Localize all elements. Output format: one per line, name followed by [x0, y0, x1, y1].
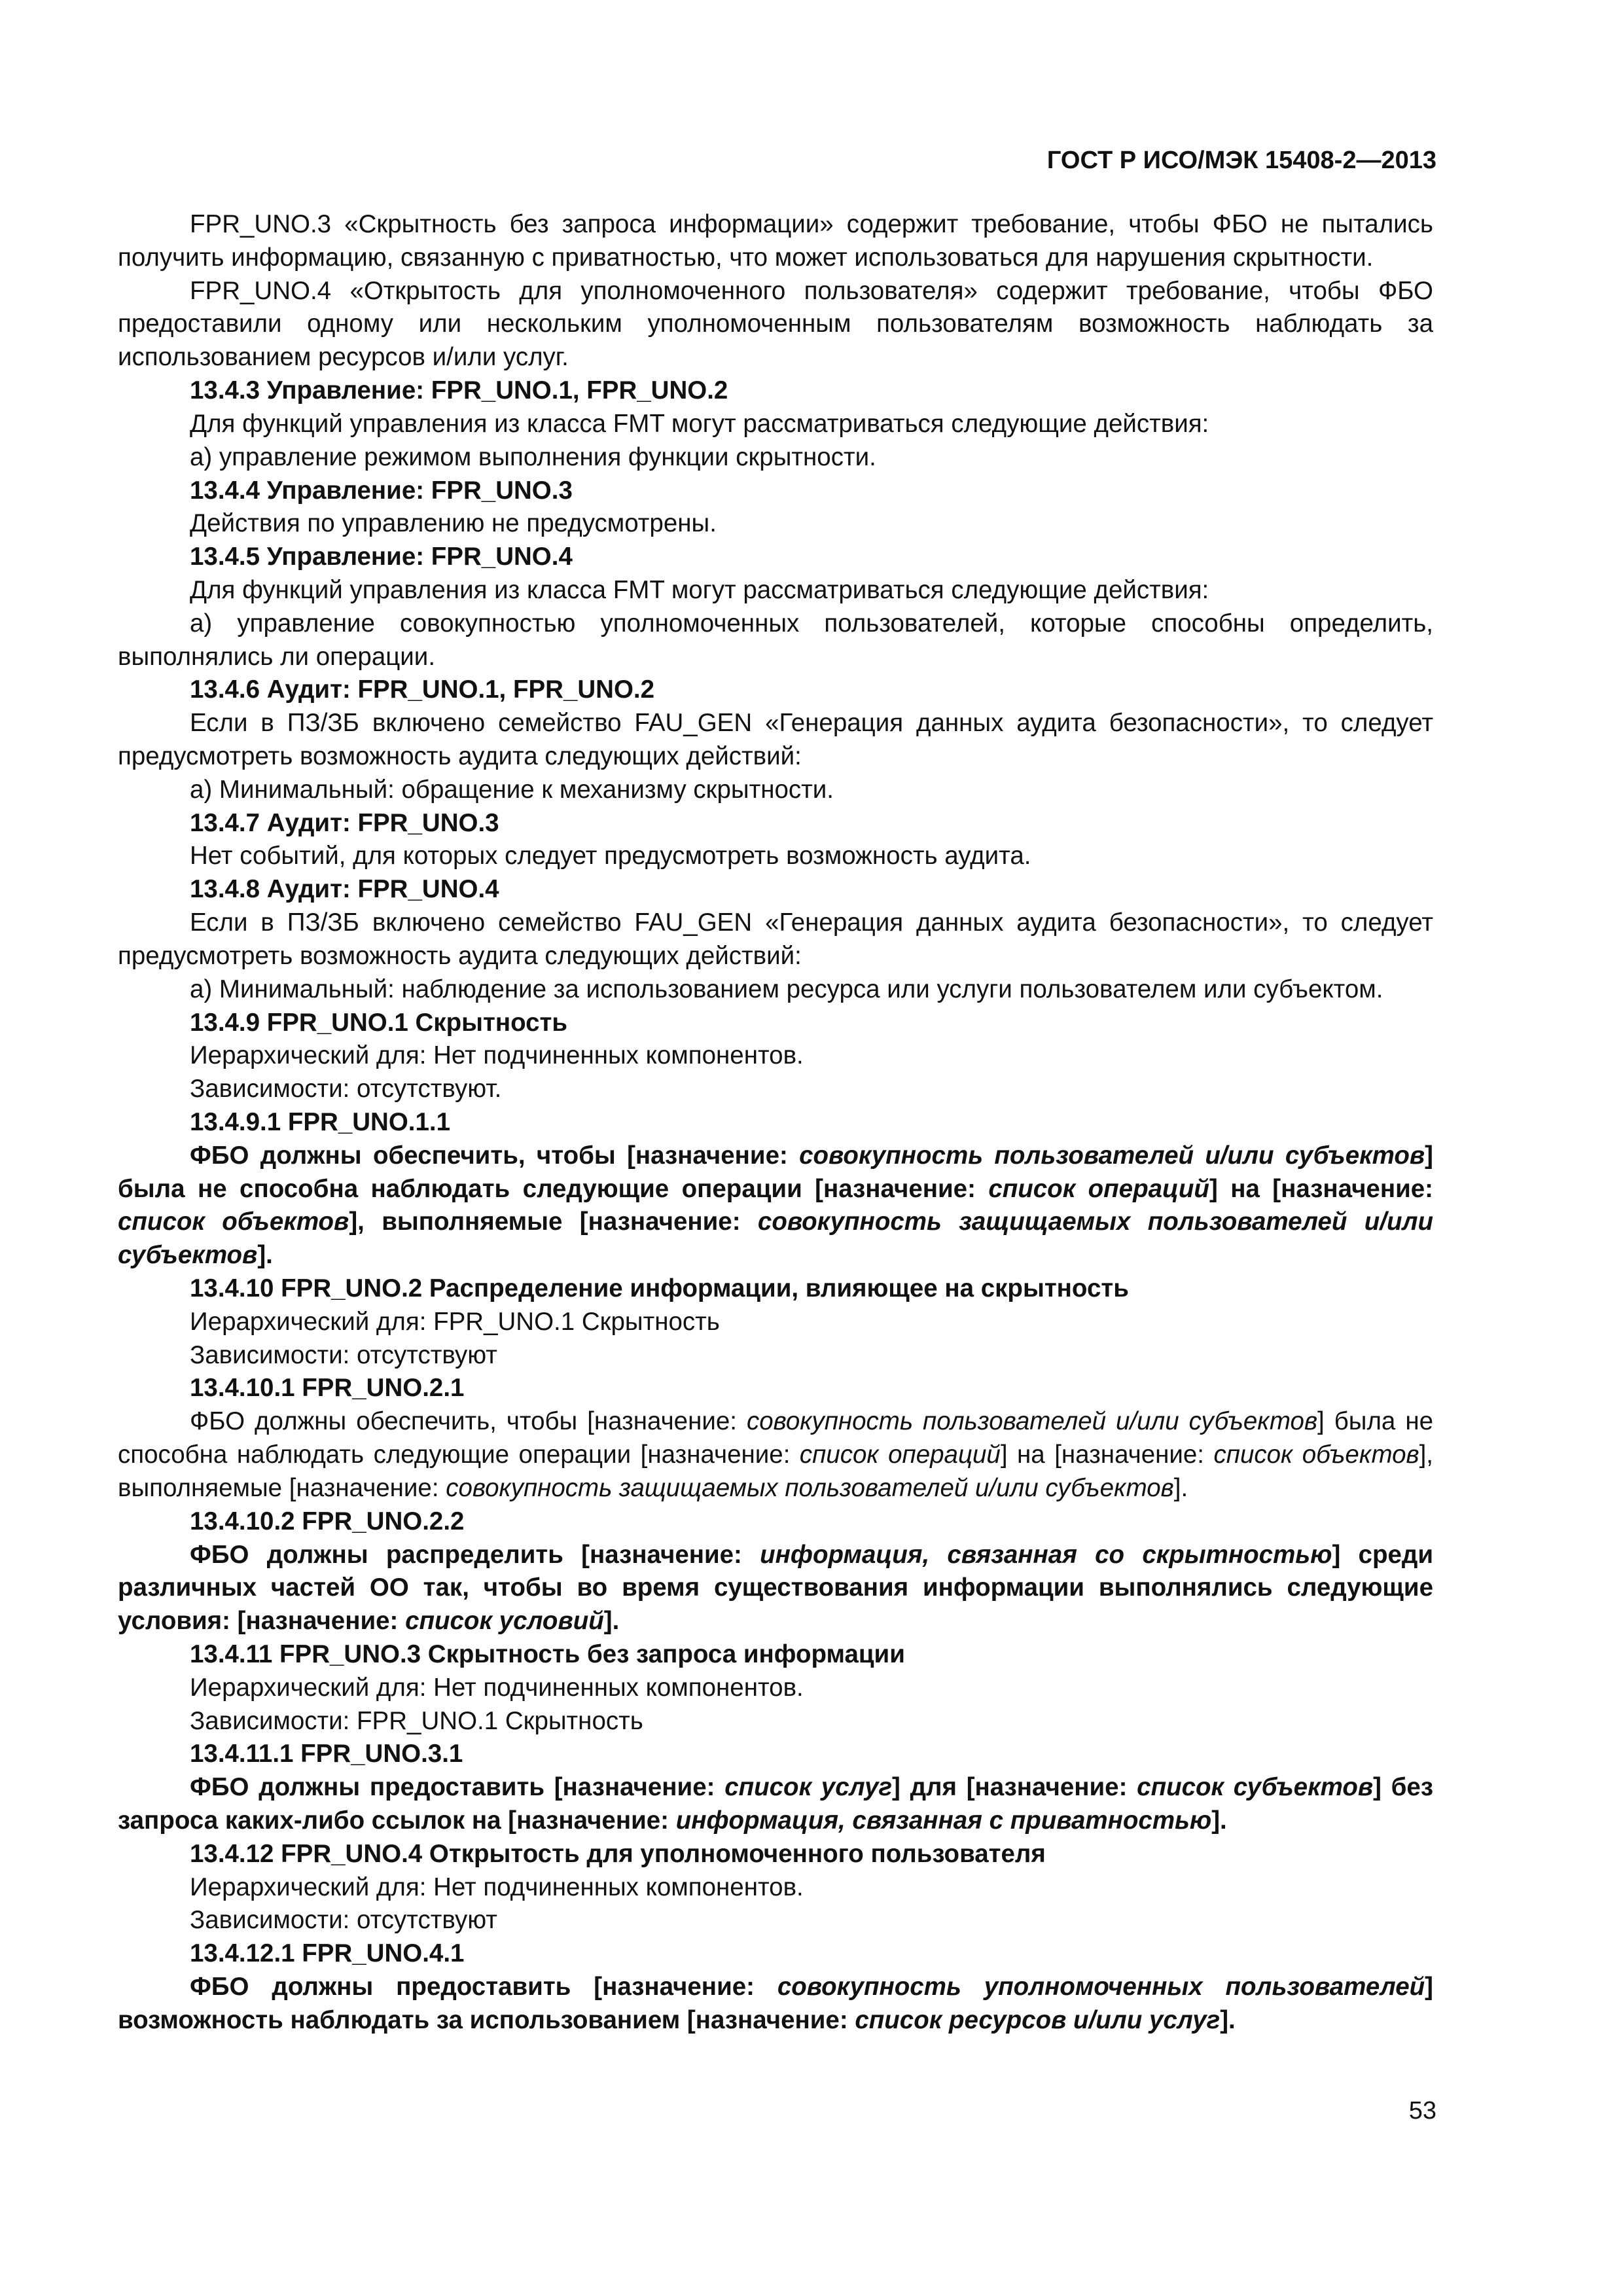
italic-run: совокупность пользователей и/или субъектов: [746, 1407, 1318, 1436]
text-run: ФБО должны обеспечить, чтобы [назначение:: [190, 1407, 747, 1436]
paragraph: [118, 1539, 1433, 1638]
italic-run: список объектов: [118, 1208, 349, 1236]
text-run: 13.4.9.1 FPR_UNO.1.1: [190, 1107, 451, 1136]
italic-run: список условий: [405, 1607, 604, 1636]
paragraph: [118, 1672, 1433, 1705]
text-run: 13.4.5 Управление: FPR_UNO.4: [190, 543, 573, 571]
section-heading: [118, 1007, 1433, 1040]
text-run: Зависимости: FPR_UNO.1 Скрытность: [190, 1706, 643, 1735]
text-run: ] без запроса каких-либо ссылок на [назначение:: [118, 1773, 1433, 1835]
paragraph: [118, 1039, 1433, 1073]
paragraph: [118, 973, 1433, 1007]
italic-run: список объектов: [1213, 1441, 1419, 1469]
text-run: ].: [257, 1241, 273, 1270]
paragraph: [118, 707, 1433, 774]
text-run: ] была не способна наблюдать следующие операции [назначение:: [118, 1141, 1433, 1203]
text-run: Если в ПЗ/ЗБ включено семейство FAU_GEN «Генерация данных аудита безопасности», то следует предусмотреть возможность аудита следующих действий:: [118, 709, 1433, 770]
text-run: ].: [603, 1607, 620, 1636]
text-run: Нет событий, для которых следует предусмотреть возможность аудита.: [190, 842, 1031, 870]
text-run: ФБО должны обеспечить, чтобы [назначение:: [190, 1141, 800, 1170]
paragraph: [118, 1339, 1433, 1372]
italic-run: информация, связанная со скрытностью: [760, 1540, 1332, 1569]
section-heading: [118, 1937, 1433, 1971]
document-body: [118, 208, 1433, 2037]
text-run: а) управление совокупностью уполномоченных пользователей, которые способны определить, выполнялись ли операции.: [118, 609, 1433, 671]
section-heading: [118, 1272, 1433, 1306]
paragraph: [118, 1073, 1433, 1106]
italic-run: совокупность уполномоченных пользователей: [777, 1973, 1425, 2001]
paragraph: [118, 1971, 1433, 2037]
paragraph: [118, 1306, 1433, 1339]
italic-run: список ресурсов и/или услуг: [855, 2005, 1221, 2034]
text-run: ФБО должны предоставить [назначение:: [190, 1973, 777, 2001]
text-run: Иерархический для: Нет подчиненных компонентов.: [190, 1041, 804, 1070]
text-run: ], выполняемые [назначение:: [118, 1441, 1433, 1502]
paragraph: [118, 840, 1433, 873]
text-run: 13.4.10.1 FPR_UNO.2.1: [190, 1374, 465, 1403]
paragraph: [118, 1904, 1433, 1937]
text-run: а) Минимальный: наблюдение за использованием ресурса или услуги пользователем или субъектом.: [190, 975, 1383, 1003]
italic-run: список операций: [799, 1441, 1001, 1469]
paragraph: [118, 774, 1433, 807]
text-run: ] на [назначение:: [1000, 1441, 1214, 1469]
section-heading: [118, 807, 1433, 840]
italic-run: список субъектов: [1137, 1773, 1374, 1802]
italic-run: совокупность защищаемых пользователей и/или субъектов: [118, 1208, 1433, 1270]
text-run: Иерархический для: FPR_UNO.1 Скрытность: [190, 1307, 720, 1336]
document-header: ГОСТ Р ИСО/МЭК 15408-2—2013: [1046, 147, 1436, 174]
text-run: ].: [1173, 1473, 1188, 1502]
text-run: 13.4.4 Управление: FPR_UNO.3: [190, 476, 573, 505]
paragraph: [118, 441, 1433, 475]
italic-run: совокупность пользователей и/или субъектов: [799, 1141, 1425, 1170]
section-heading: [118, 1838, 1433, 1871]
italic-run: список услуг: [724, 1773, 893, 1802]
paragraph: [118, 607, 1433, 674]
section-heading: [118, 873, 1433, 906]
paragraph: [118, 906, 1433, 973]
paragraph: [118, 1771, 1433, 1838]
paragraph: [118, 574, 1433, 607]
text-run: 13.4.10 FPR_UNO.2 Распределение информации, влияющее на скрытность: [190, 1274, 1129, 1302]
text-run: ], выполняемые [назначение:: [349, 1208, 758, 1236]
text-run: ].: [1220, 2005, 1236, 2034]
section-heading: [118, 1106, 1433, 1139]
text-run: ] среди различных частей ОО так, чтобы во время существования информации выполнялись следующие условия: [назначение:: [118, 1540, 1433, 1636]
text-run: 13.4.3 Управление: FPR_UNO.1, FPR_UNO.2: [190, 376, 728, 405]
text-run: ].: [1211, 1806, 1227, 1835]
text-run: а) Минимальный: обращение к механизму скрытности.: [190, 775, 834, 804]
text-run: 13.4.9 FPR_UNO.1 Скрытность: [190, 1008, 568, 1037]
section-heading: [118, 1505, 1433, 1539]
text-run: Зависимости: отсутствуют.: [190, 1075, 502, 1103]
text-run: ] для [назначение:: [892, 1773, 1137, 1802]
text-run: 13.4.12 FPR_UNO.4 Открытость для уполномоченного пользователя: [190, 1839, 1046, 1868]
paragraph: [118, 408, 1433, 441]
section-heading: [118, 541, 1433, 574]
text-run: 13.4.11.1 FPR_UNO.3.1: [190, 1740, 463, 1768]
text-run: ] была не способна наблюдать следующие операции [назначение:: [118, 1407, 1433, 1469]
italic-run: информация, связанная с приватностью: [675, 1806, 1212, 1835]
text-run: ФБО должны распределить [назначение:: [190, 1540, 760, 1569]
text-run: Для функций управления из класса FMT могут рассматриваться следующие действия:: [190, 409, 1209, 438]
page-number: 53: [1408, 2097, 1436, 2125]
text-run: FPR_UNO.4 «Открытость для уполномоченного пользователя» содержит требование, чтобы ФБО предоставили одному или нескольким уполномоченным пользователям возможность наблюдать за использованием ресурсов и/или услуг.: [118, 276, 1433, 372]
section-heading: [118, 673, 1433, 707]
text-run: 13.4.8 Аудит: FPR_UNO.4: [190, 875, 499, 904]
text-run: Зависимости: отсутствуют: [190, 1340, 497, 1369]
text-run: 13.4.11 FPR_UNO.3 Скрытность без запроса информации: [190, 1640, 905, 1668]
text-run: а) управление режимом выполнения функции скрытности.: [190, 442, 876, 471]
section-heading: [118, 1372, 1433, 1405]
section-heading: [118, 1738, 1433, 1771]
paragraph: [118, 1705, 1433, 1738]
text-run: 13.4.7 Аудит: FPR_UNO.3: [190, 808, 499, 837]
text-run: ФБО должны предоставить [назначение:: [190, 1773, 725, 1802]
text-run: 13.4.12.1 FPR_UNO.4.1: [190, 1939, 465, 1968]
paragraph: [118, 1871, 1433, 1905]
text-run: Иерархический для: Нет подчиненных компонентов.: [190, 1673, 804, 1702]
text-run: ] на [назначение:: [1209, 1174, 1434, 1203]
italic-run: список операций: [988, 1174, 1209, 1203]
paragraph: [118, 1139, 1433, 1272]
text-run: Действия по управлению не предусмотрены.: [190, 509, 717, 538]
text-run: 13.4.6 Аудит: FPR_UNO.1, FPR_UNO.2: [190, 675, 655, 704]
text-run: 13.4.10.2 FPR_UNO.2.2: [190, 1507, 465, 1535]
text-run: Если в ПЗ/ЗБ включено семейство FAU_GEN «Генерация данных аудита безопасности», то следует предусмотреть возможность аудита следующих действий:: [118, 908, 1433, 970]
text-run: ] возможность наблюдать за использованием [назначение:: [118, 1973, 1433, 2034]
text-run: FPR_UNO.3 «Скрытность без запроса информации» содержит требование, чтобы ФБО не пытались получить информацию, связанную с приватностью, что может использоваться для нарушения скрытности.: [118, 210, 1433, 272]
text-run: Зависимости: отсутствуют: [190, 1906, 497, 1935]
paragraph: [118, 1405, 1433, 1505]
section-heading: [118, 1638, 1433, 1672]
italic-run: совокупность защищаемых пользователей и/или субъектов: [446, 1473, 1174, 1502]
text-run: Для функций управления из класса FMT могут рассматриваться следующие действия:: [190, 575, 1209, 604]
paragraph: [118, 275, 1433, 374]
paragraph: [118, 208, 1433, 275]
text-run: Иерархический для: Нет подчиненных компонентов.: [190, 1873, 804, 1901]
section-heading: [118, 374, 1433, 408]
section-heading: [118, 475, 1433, 508]
paragraph: [118, 507, 1433, 541]
